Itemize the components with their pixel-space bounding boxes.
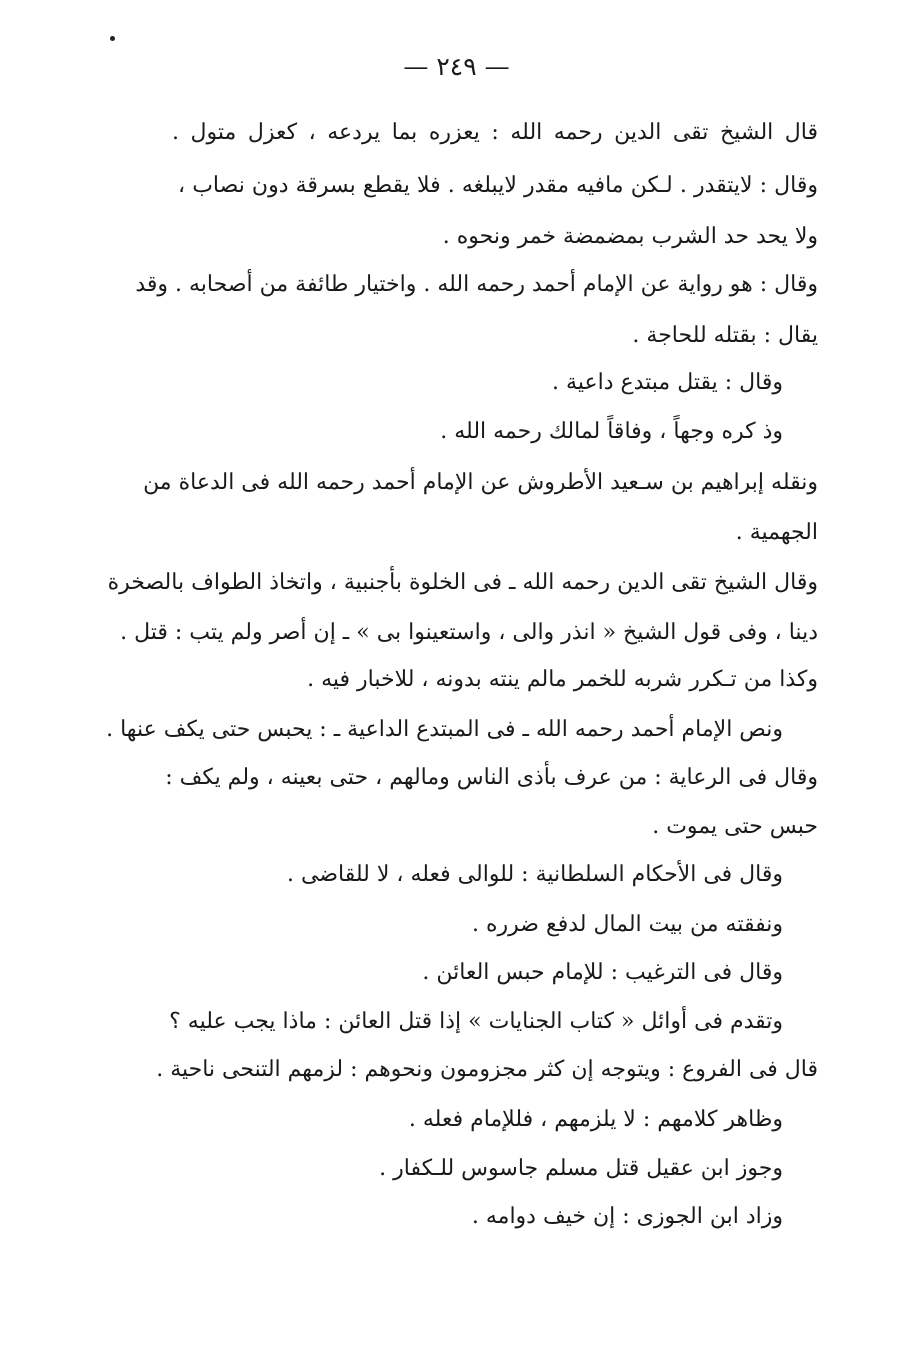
text-line: ونقله إبراهيم بن سـعيد الأطروش عن الإمام أحمد رحمه الله فى الدعاة من	[143, 470, 818, 495]
text-line: قال الشيخ تقى الدين رحمه الله : يعزره بما يردعه ، كعزل متول .	[172, 120, 818, 145]
text-line: وذ كره وجهاً ، وفاقاً لمالك رحمه الله .	[440, 419, 783, 444]
text-line: وظاهر كلامهم : لا يلزمهم ، فللإمام فعله .	[408, 1107, 783, 1132]
ink-speck	[110, 36, 115, 41]
text-line: وقال : لايتقدر . لـكن مافيه مقدر لايبلغه . فلا يقطع بسرقة دون نصاب ،	[178, 173, 818, 198]
text-line: ونفقته من بيت المال لدفع ضرره .	[472, 912, 783, 937]
text-line: ونص الإمام أحمد رحمه الله ـ فى المبتدع الداعية ـ : يحبس حتى يكف عنها .	[106, 717, 783, 742]
text-line: وقال : هو رواية عن الإمام أحمد رحمه الله . واختيار طائفة من أصحابه . وقد	[135, 272, 818, 297]
page-number: — ٢٤٩ —	[403, 52, 510, 81]
text-line: وكذا من تـكرر شربه للخمر مالم ينته بدونه ، للاخبار فيه .	[307, 667, 818, 692]
text-line: دينا ، وفى قول الشيخ « انذر والى ، واستعينوا بى » ـ إن أصر ولم يتب : قتل .	[120, 620, 818, 645]
text-line: وقال : يقتل مبتدع داعية .	[552, 370, 783, 395]
text-line: قال فى الفروع : ويتوجه إن كثر مجزومون ونحوهم : لزمهم التنحى ناحية .	[156, 1057, 818, 1082]
text-line: وقال الشيخ تقى الدين رحمه الله ـ فى الخلوة بأجنبية ، واتخاذ الطواف بالصخرة	[107, 570, 818, 595]
text-line: وقال فى الرعاية : من عرف بأذى الناس ومالهم ، حتى بعينه ، ولم يكف :	[165, 765, 818, 790]
text-line: الجهمية .	[735, 520, 818, 545]
text-line: وتقدم فى أوائل « كتاب الجنايات » إذا قتل العائن : ماذا يجب عليه ؟	[169, 1009, 783, 1034]
text-line: حبس حتى يموت .	[652, 814, 818, 839]
text-line: وقال فى الأحكام السلطانية : للوالى فعله ، لا للقاضى .	[287, 862, 783, 887]
text-line: يقال : بقتله للحاجة .	[632, 323, 818, 348]
text-line: وزاد ابن الجوزى : إن خيف دوامه .	[471, 1204, 783, 1229]
text-line: ولا يحد حد الشرب بمضمضة خمر ونحوه .	[442, 224, 818, 249]
text-line: وقال فى الترغيب : للإمام حبس العائن .	[422, 960, 783, 985]
text-line: وجوز ابن عقيل قتل مسلم جاسوس للـكفار .	[379, 1156, 783, 1181]
